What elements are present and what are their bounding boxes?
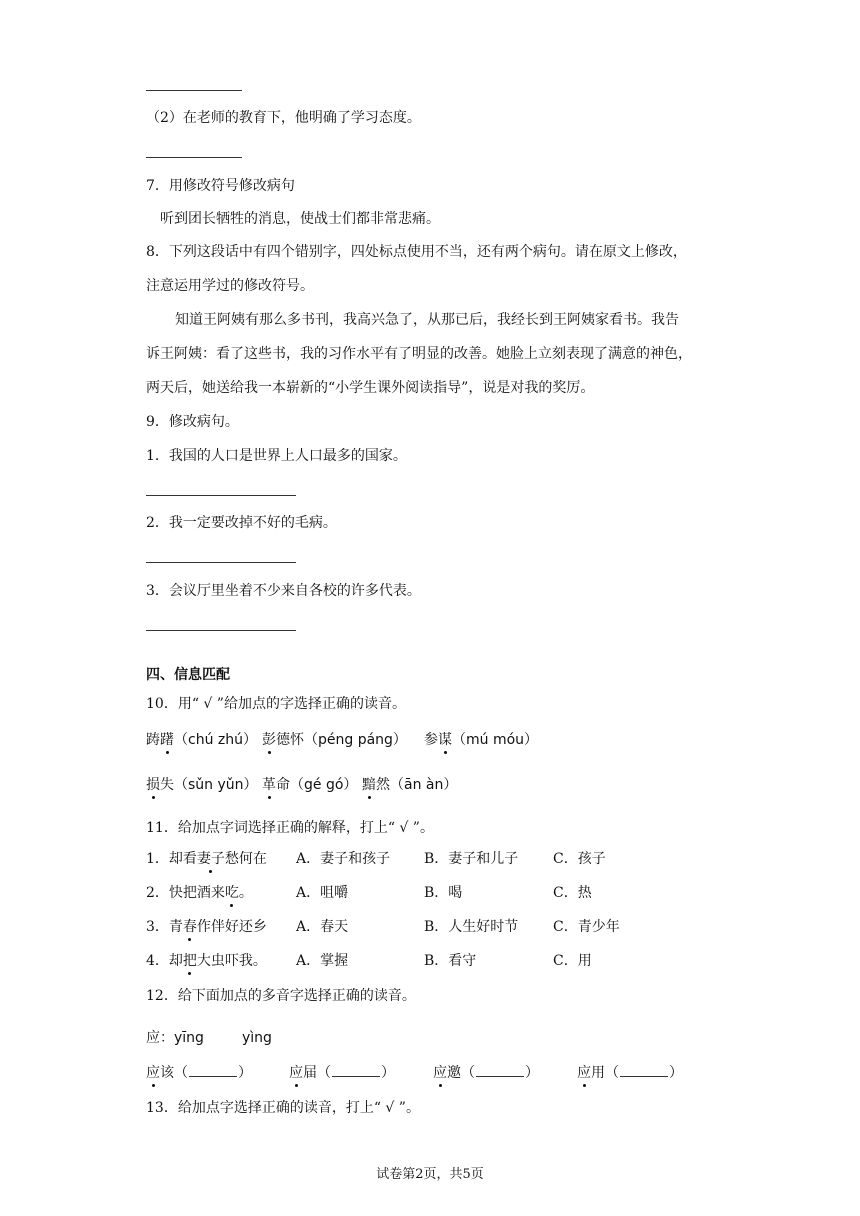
answer-blank[interactable] xyxy=(620,1064,668,1077)
q10-word: 彭德怀（péng páng） xyxy=(262,729,407,749)
q7-sentence: 听到团长牺牲的消息，使战士们都非常悲痛。 xyxy=(160,211,440,227)
option-a: A．妻子和孩子 xyxy=(296,851,391,867)
answer-line xyxy=(146,630,296,631)
option-b: B．妻子和儿子 xyxy=(424,851,519,867)
q10-word: 参谋（mú móu） xyxy=(424,729,538,749)
answer-blank[interactable] xyxy=(189,1064,237,1077)
option-c: C．热 xyxy=(553,885,592,901)
answer-line xyxy=(146,562,296,563)
q13-title: 13．给加点字选择正确的读音，打上“ √ ”。 xyxy=(146,1100,420,1116)
option-a: A．春天 xyxy=(296,919,349,935)
option-c: C．用 xyxy=(553,953,592,969)
q12-word: 应该（ ） xyxy=(146,1062,252,1082)
q12-title: 12．给下面加点的多音字选择正确的读音。 xyxy=(146,988,416,1004)
section-heading: 四、信息匹配 xyxy=(146,667,230,683)
q8-passage-line2: 诉王阿姨：看了这些书，我的习作水平有了明显的改善。她脸上立刻表现了满意的神色， xyxy=(146,346,692,362)
q10-word: 损失（sǔn yǔn） xyxy=(146,774,258,794)
page-footer: 试卷第2页，共5页 xyxy=(376,1167,484,1182)
q8-passage-line3: 两天后，她送给我一本崭新的“小学生课外阅读指导”，说是对我的奖厉。 xyxy=(146,380,595,396)
q12-word: 应邀（ ） xyxy=(433,1062,539,1082)
q9-item-3: 3．会议厅里坐着不少来自各校的许多代表。 xyxy=(146,583,421,599)
answer-line xyxy=(146,157,242,158)
answer-line xyxy=(146,90,242,91)
q10-title: 10．用“ √ ”给加点的字选择正确的读音。 xyxy=(146,696,406,712)
answer-blank[interactable] xyxy=(332,1064,380,1077)
q11-stem: 1．却看妻子愁何在 xyxy=(146,848,267,868)
q6-item-2: （2）在老师的教育下，他明确了学习态度。 xyxy=(146,110,421,126)
q11-stem: 4．却把大虫吓我。 xyxy=(146,950,267,970)
q10-word: 革命（gé gó） xyxy=(262,774,357,794)
answer-line xyxy=(146,495,296,496)
q12-label: 应：yīng yìng xyxy=(146,1030,272,1046)
option-b: B．看守 xyxy=(424,953,477,969)
q9-title: 9．修改病句。 xyxy=(146,414,239,430)
option-a: A．掌握 xyxy=(296,953,349,969)
q12-word: 应届（ ） xyxy=(289,1062,395,1082)
q10-word: 黯然（ān àn） xyxy=(362,774,457,794)
option-b: B．喝 xyxy=(424,885,463,901)
q8-passage-line1: 知道王阿姨有那么多书刊，我高兴急了，从那已后，我经长到王阿姨家看书。我告 xyxy=(175,312,679,328)
option-a: A．咀嚼 xyxy=(296,885,349,901)
q9-item-2: 2．我一定要改掉不好的毛病。 xyxy=(146,515,337,531)
q11-title: 11．给加点字词选择正确的解释，打上“ √ ”。 xyxy=(146,820,434,836)
q7-title: 7．用修改符号修改病句 xyxy=(146,178,295,194)
q10-word: 踌躇（chú zhú） xyxy=(146,729,257,749)
q8-title-line2: 注意运用学过的修改符号。 xyxy=(146,278,314,294)
q11-stem: 3．青春作伴好还乡 xyxy=(146,916,267,936)
option-b: B．人生好时节 xyxy=(424,919,519,935)
option-c: C．孩子 xyxy=(553,851,606,867)
answer-blank[interactable] xyxy=(476,1064,524,1077)
q11-stem: 2．快把酒来吃。 xyxy=(146,882,253,902)
q12-word: 应用（ ） xyxy=(577,1062,683,1082)
q9-item-1: 1．我国的人口是世界上人口最多的国家。 xyxy=(146,448,407,464)
q8-title-line1: 8．下列这段话中有四个错别字，四处标点使用不当，还有两个病句。请在原文上修改， xyxy=(146,244,687,260)
option-c: C．青少年 xyxy=(553,919,620,935)
